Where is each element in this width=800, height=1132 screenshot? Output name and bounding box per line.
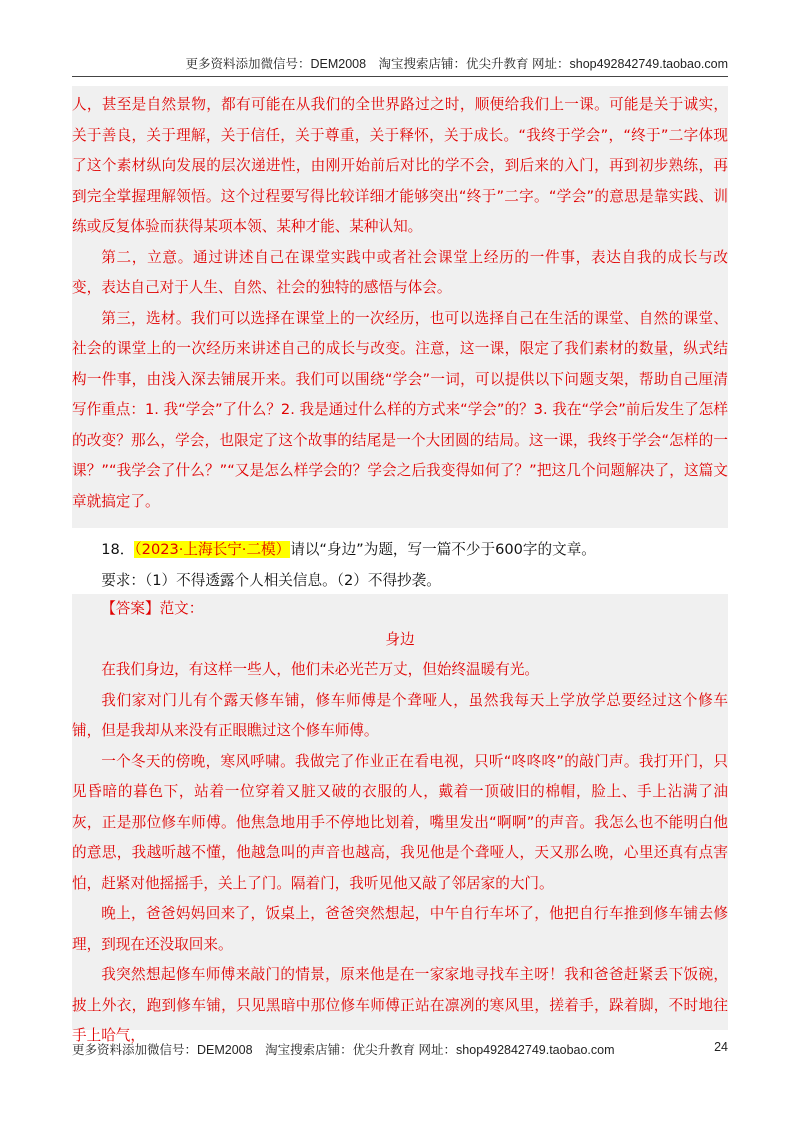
essay-paragraph: 我突然想起修车师傅来敲门的情景，原来他是在一家家地寻找车主呀！我和爸爸赶紧丢下饭碗，披上外衣，跑到修车铺，只见黑暗中那位修车师傅正站在凛冽的寒风里，搓着手，跺着脚，不时地往手上哈气，	[72, 966, 728, 1044]
page-header: 更多资料添加微信号：DEM2008 淘宝搜索店铺：优尖升教育 网址：shop492842749.taobao.com	[185, 57, 728, 71]
essay-paragraph: 在我们身边，有这样一些人，他们未必光芒万丈，但始终温暖有光。	[101, 661, 540, 678]
essay-paragraph: 一个冬天的傍晚，寒风呼啸。我做完了作业正在看电视，只听“咚咚咚”的敲门声。我打开门，只见昏暗的暮色下，站着一位穿着又脏又破的衣服的人，戴着一顶破旧的棉帽，脸上、手上沾满了油灰，正是那位修车师傅。他焦急地用手不停地比划着，嘴里发出“啊啊”的声音。我怎么也不能明白他的意思，我越听越不懂，他越急叫的声音也越高，我见他是个聋哑人，天又那么晚，心里还真有点害怕，赶紧对他摇摇手，关上了门。隔着门，我听见他又敲了邻居家的大门。	[72, 752, 728, 892]
answer-label-line	[72, 594, 728, 625]
essay-paragraph: 我们家对门儿有个露天修车铺，修车师傅是个聋哑人，虽然我每天上学放学总要经过这个修车铺，但是我却从来没有正眼瞧过这个修车师傅。	[72, 691, 728, 739]
question-line	[72, 535, 728, 566]
analysis-paragraph-1: 人，甚至是自然景物，都有可能在从我们的全世界路过之时，顺便给我们上一课。可能是关于诚实，关于善良，关于理解，关于信任，关于尊重，关于释怀，关于成长。“我终于学会”，“终于”二字体现了这个素材纵向发展的层次递进性，由刚开始前后对比的学不会，到后来的入门，再到初步熟练，再到完全掌握理解领悟。这个过程要写得比较详细才能够突出“终于”二字。“学会”的意思是靠实践、训练或反复体验而获得某项本领、某种才能、某种认知。	[72, 96, 728, 235]
question-source: （2023·上海长宁·二模）	[134, 541, 291, 558]
question-prompt: 请以“身边”为题，写一篇不少于600字的文章。	[290, 541, 596, 558]
essay-paragraph: 晚上，爸爸妈妈回来了，饭桌上，爸爸突然想起，中午自行车坏了，他把自行车推到修车铺去修理，到现在还没取回来。	[72, 905, 728, 953]
answer-label-suffix: 范文：	[159, 600, 204, 617]
page-footer	[72, 1040, 728, 1058]
answer-label: 【答案】	[101, 600, 160, 617]
footer-text: 更多资料添加微信号：DEM2008 淘宝搜索店铺：优尖升教育 网址：shop492842749.taobao.com	[72, 1043, 615, 1057]
page-number: 24	[714, 1040, 728, 1054]
analysis-block	[72, 90, 728, 517]
question-requirements: 要求：（1）不得透露个人相关信息。（2）不得抄袭。	[101, 571, 441, 589]
question-block	[72, 535, 728, 596]
question-number: 18．	[101, 541, 135, 558]
header-divider	[72, 76, 728, 77]
analysis-paragraph-2: 第二，立意。通过讲述自己在课堂实践中或者社会课堂上经历的一件事，表达自我的成长与改变，表达自己对于人生、自然、社会的独特的感悟与体会。	[72, 248, 728, 296]
analysis-paragraph-3: 第三，选材。我们可以选择在课堂上的一次经历，也可以选择自己在生活的课堂、自然的课堂、社会的课堂上的一次经历来讲述自己的成长与改变。注意，这一课，限定了我们素材的数量，纵式结构一件事，由浅入深去铺展开来。我们可以围绕“学会”一词，可以提供以下问题支架，帮助自己厘清写作重点：1. 我“学会”了什么？2. 我是通过什么样的方式来“学会”的？3. 我在“学会”前后发生了怎样的改变？那么，学会，也限定了这个故事的结尾是一个大团圆的结局。这一课，我终于学会“怎样的一课？”“我学会了什么？”“又是怎么样学会的？学会之后我变得如何了？”把这几个问题解决了，这篇文章就搞定了。	[72, 309, 728, 510]
essay-title: 身边	[385, 630, 415, 648]
answer-block	[72, 594, 728, 1052]
